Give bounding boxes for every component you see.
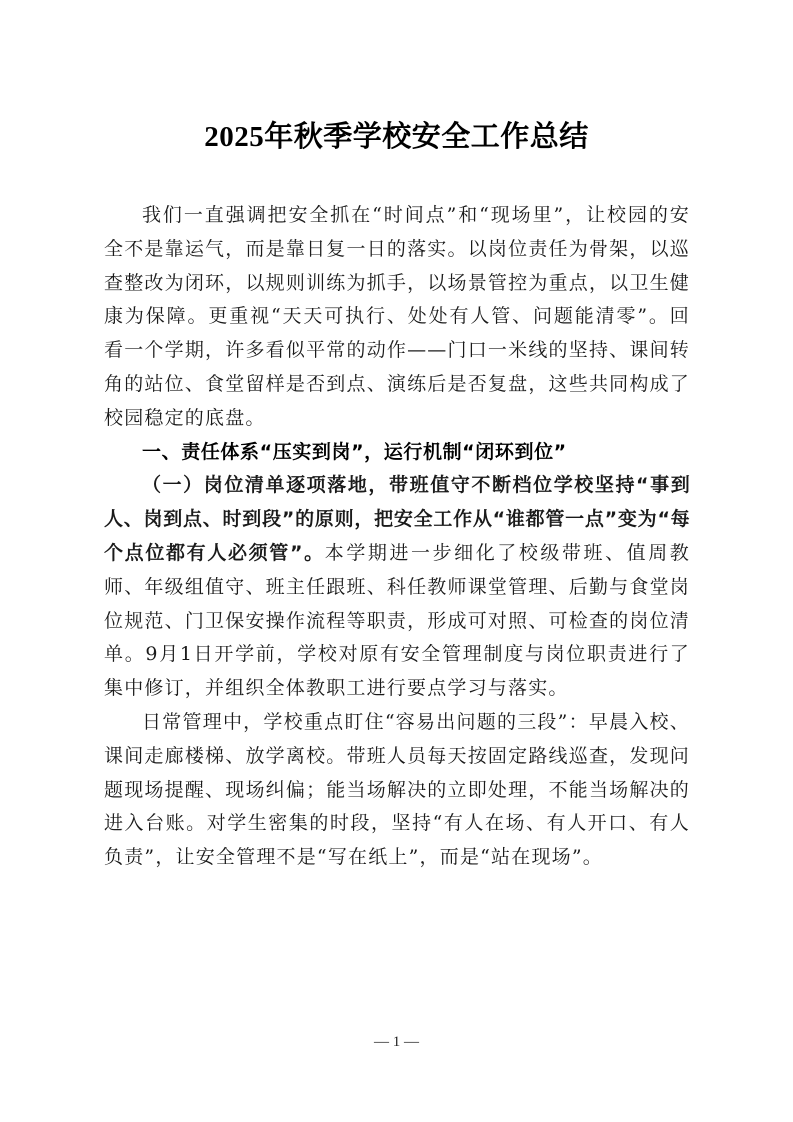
daily-management-paragraph: 日常管理中，学校重点盯住“容易出问题的三段”：早晨入校、课间走廊楼梯、放学离校。带班人员每天按固定路线巡查，发现问题现场提醒、现场纠偏；能当场解决的立即处理，不能当场解决的进入台账。对学生密集的时段，坚持“有人在场、有人开口、有人负责”，让安全管理不是“写在纸上”，而是“站在现场”。: [104, 710, 690, 869]
intro-paragraph: 我们一直强调把安全抓在“时间点”和“现场里”，让校园的安全不是靠运气，而是靠日复一日的落实。以岗位责任为骨架，以巡查整改为闭环，以规则训练为抓手，以场景管控为重点，以卫生健康为保障。更重视“天天可执行、处处有人管、问题能清零”。回看一个学期，许多看似平常的动作——门口一米线的坚持、课间转角的站位、食堂留样是否到点、演练后是否复盘，这些共同构成了校园稳定的底盘。: [104, 204, 690, 429]
subsection-heading-1: （一）岗位清单逐项落地，带班值守不断档位学校坚持“事到人、岗到点、时到段”的原则，把安全工作从“谁都管一点”变为“每个点位都有人必须管”。: [104, 474, 690, 564]
document-body: [104, 199, 690, 875]
page-number: — 1 —: [374, 1034, 419, 1050]
subsection-paragraph: [104, 469, 690, 706]
section-heading-1: 一、责任体系“压实到岗”，运行机制“闭环到位”: [142, 440, 567, 463]
document-title: 2025年秋季学校安全工作总结: [204, 121, 589, 153]
subsection-body: 本学期进一步细化了校级带班、值周教师、年级组值守、班主任跟班、科任教师课堂管理、后勤与食堂岗位规范、门卫保安操作流程等职责，形成可对照、可检查的岗位清单。9月1日开学前，学校对原有安全管理制度与岗位职责进行了集中修订，并组织全体教职工进行要点学习与落实。: [104, 541, 690, 700]
